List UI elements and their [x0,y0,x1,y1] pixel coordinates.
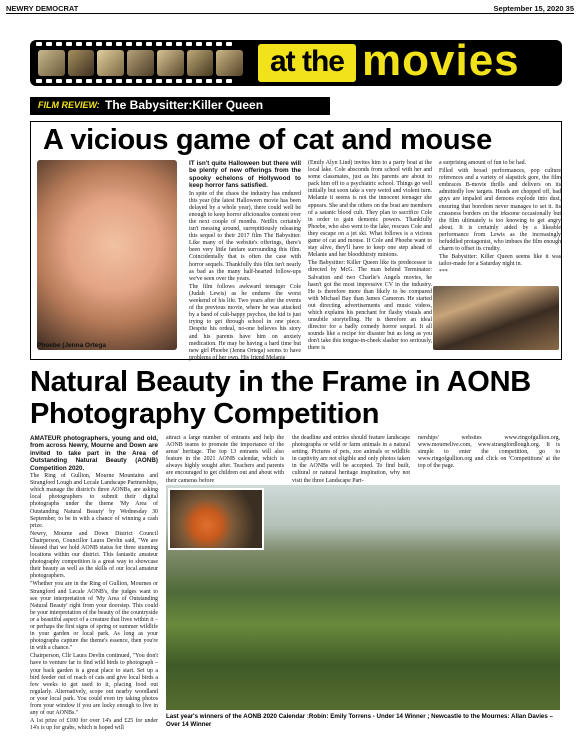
film-frame [68,50,95,76]
review-paragraph: In spite of the chaos the industry has endured this year (the latest Halloween movie has been delayed by a whole year), there could well be enough to keep horror aficionados content over the next couple of months. Netflix certainly isn't messing around, surreptitiously releasing this sequel to their 2017 film The Babysitter. Like many of the website's offerings, there's been very little fanfare surrounding this film. Coincidentally that is often the case with horror sequels. Thankfully this film isn't nearly as bad as the many half-hearted follow-ups we've seen over the years. [189,190,301,282]
date-page: September 15, 2020 35 [493,4,574,13]
aonb-paragraph: nerships' websites www.ringofgullion.org, www.mournelive.com, www.strangfordlough.org. It is simple to enter the competition, go to www.ringofgullion.org and click on 'Competitions' at the top of the page. [418,435,560,470]
aonb-headline: Natural Beauty in the Frame in AONB Photography Competition [30,366,531,430]
review-paragraph: The Babysitter: Killer Queen like its predecessor is directed by McG. The man behind Terminator: Salvation and two Charlie's Angels movies, he hasn't got the most impressive CV in the industry. He is therefore more than likely to be compared with Michael Bay than James Cameron. He started out directing advertisements and music videos, which explains his penchant for flashy visuals and unsubtle storytelling. He is therefore an ideal director for a badly comedy horror sequel. It all sounds like a recipe for disaster but as long as you don't take this tongue-in-cheek slasher too seriously, there is [308,260,432,352]
film-review-label: FILM REVIEW: [38,100,100,110]
aonb-paragraph: the deadline and entries should feature landscape photographs or wild or farm animals in a natural setting. Pictures of pets, zoo animals or wildlife in captivity are not eligible and only photos taken in the AONBs will be accepted. To find built, cultural or natural heritage inspiration, why not visit the three Landscape Part- [292,435,410,484]
aonb-paragraph: "Whether you are in the Ring of Gullion, Mournes or Strangford and Lecale AONB's, the judges want to see your interpretation of 'My Area of Outstanding Natural Beauty' right from your doorstep. This could be your interpretation of the beauty of the countryside or a beautiful aspect of a creature that lives within it – or perhaps the first signs of spring or summer wildlife in your garden or local park. As long as your photographs capture the theme's essence, then you're in with a chance." [30,581,158,652]
review-article [30,121,562,360]
aonb-column-2 [166,435,284,484]
film-holes-top [36,42,236,47]
film-frame [187,50,214,76]
aonb-paragraph: attract a large number of entrants and help the AONB teams to promote the importance of the areas' heritage. The top 13 entrants will also feature in the 2021 AONB calendar, which is always highly sought after. Teachers and parents are encouraged to get children out and about with their cameras before [166,435,284,484]
aonb-column-3 [292,435,410,484]
film-frame [127,50,154,76]
review-headline: A vicious game of cat and mouse [43,124,492,156]
robin-photo [168,488,264,550]
film-frames [38,50,243,76]
banner-movies: movies [362,36,520,85]
film-frame [157,50,184,76]
banner-at-the: at the [258,44,356,82]
review-paragraph: The film follows awkward teenager Cole (Judah Lewis) as he endures the worst weekend of his life. Two years after the events of the previous movie, where he was attacked by a band of cult-happy psychos, the kid is just trying to get through school in one piece. Despite his ordeal, no-one believes his story and his parents have him on anxiety medication. He may be having a hard time but new girl Phoebe (Jenna Ortega) seems to have problems of her own. His friend Melanie [189,283,301,361]
portrait-caption: Phoebe (Jenna Ortega [37,342,106,349]
film-frame [38,50,65,76]
review-lead: IT isn't quite Halloween but there will be plenty of new offerings from the spooky echelons of Hollywood to keep horror fans satisfied. [189,160,301,190]
aonb-paragraph: Newry, Mourne and Down District Council Chairperson, Councillor Laura Devlin said, "We are blessed that we hold AONB status for three stunning locations within our district. This fantastic amateur photography competition is a great way to showcase their beauty as well as the skills of our local amateur photographers. [30,530,158,580]
review-rating: *** [439,269,448,276]
header-rule [6,13,574,14]
portrait-photo [37,160,177,350]
review-paragraph: The Babysitter: Killer Queen seems like it was tailor-made for a Saturday night in. [439,254,561,268]
review-paragraph: Filled with broad performances, pop culture references and a variety of slapstick gore, the film embraces B-movie thrills and delivers on its admittedly low targets. Heads are chopped off, bad guys are impaled and demons explode into dust, ensuring that boredom never manages to set it. Its crassness borders on the irksome occasionally but the film ultimately is too knowing to get angry about. It is certainly aided by a likeable performance from Lewis as the increasingly befuddled protagonist, who imbues the film enough charm to offset its crudity. [439,168,561,253]
aonb-lead: AMATEUR photographers, young and old, from across Newry, Mourne and Down are invited to take part in the Area of Outstanding Natural Beauty (AONB) Competition 2020. [30,435,158,472]
aonb-paragraph: The Ring of Gullion, Mourne Mountains and Strangford Lough and Lecale Landscape Partnerships, which manage the district's three AONBs, are asking local photographers to submit their digital photographs under the theme 'My Area of Outstanding Natural Beauty' by Wednesday 30 September, to be in with a chance of winning a cash prize. [30,473,158,529]
aonb-paragraph: A 1st prize of £100 for over 14's and £25 for under 14's is up for grabs, which is hoped will [30,718,158,732]
film-frame [216,50,243,76]
publication-name: NEWRY DEMOCRAT [6,4,79,13]
film-still-photo [433,286,559,350]
review-column-2 [308,160,432,358]
movies-banner [30,36,562,86]
review-paragraph: a surprising amount of fun to be had. [439,160,527,166]
aonb-column-1 [30,435,158,737]
review-column-1 [189,160,301,361]
film-frame [97,50,124,76]
review-column-3 [439,160,561,276]
aonb-photo-caption: Last year's winners of the AONB 2020 Calendar :Robin: Emily Torrens - Under 14 Winner ; Newcastle to the Mournes: Allan Davies – Over 14 Winner [166,713,553,728]
aonb-paragraph: Chairperson, Cllr Laura Devlin continued, "You don't have to venture far to find wild birds to photograph – your back garden is a great place to start. Set up a bird feeder out of reach of cats and give local birds a few weeks to get used to it, placing food out regularly. Alternatively, scope out nearby woodland or your local park. You could even try taking photos from your window if you are lucky enough to live in any of our AONBs." [30,653,158,717]
film-holes-bottom [36,79,236,84]
film-review-title: The Babysitter:Killer Queen [105,98,264,112]
review-paragraph: (Emily Alyn Lind) invites him to a party boat at the local lake. Cole absconds from school with her and some classmates, just as his parents are about to pack him off to a psychiatric school. Things go well initially but soon take a very weird and violent turn. Melanie it seems is not the innocent teenager she appears. She and the others on the boat are members of a satanic blood cult. They plan to sacrifice Cole in order to gain demonic powers. Thankfully Phoebe, who also went to the lake, rescues Cole and they escape on a jet ski. What follows is a vicious game of cat and mouse. If Cole and Phoebe want to stay alive, they'll have to keep one step ahead of Melanie and her bloodthirsty minions. [308,160,432,259]
film-review-bar [30,97,330,115]
